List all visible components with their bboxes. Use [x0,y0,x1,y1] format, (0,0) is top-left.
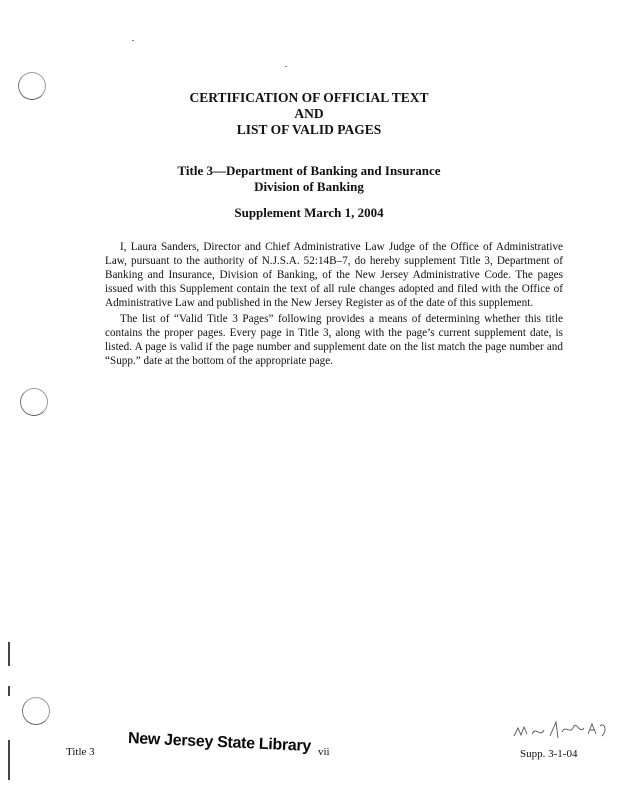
title-subheading [0,163,618,195]
certification-paragraph: I, Laura Sanders, Director and Chief Administrative Law Judge of the Office of Administrative Law, pursuant to the authority of N.J.S.A. 52:14B–7, do hereby supplement Title 3, Department of Banking and Insurance, Division of Banking, of the New Jersey Administrative Code. The pages issued with this Supplement contain the text of all rule changes adopted and filed with the Office of Administrative Law and published in the New Jersey Register as of the date of this supplement. [105,241,563,309]
library-stamp: New Jersey State Library [127,730,312,755]
subheading-line-2: Division of Banking [254,179,364,194]
footer-supplement-date: Supp. 3-1-04 [520,748,578,760]
scan-speck [285,66,287,67]
subheading-line-1: Title 3—Department of Banking and Insurance [177,163,441,178]
heading-line-2: AND [294,106,324,121]
punch-hole-bottom [22,697,50,725]
heading-line-3: LIST OF VALID PAGES [236,122,382,137]
footer-page-number: vii [318,746,330,758]
supplement-date-heading: Supplement March 1, 2004 [234,205,384,220]
footer-title: Title 3 [66,746,95,758]
document-heading [0,90,618,138]
edge-mark [8,642,10,666]
heading-line-1: CERTIFICATION OF OFFICIAL TEXT [189,90,429,105]
handwritten-annotation [510,716,612,742]
scan-speck [132,40,134,41]
valid-pages-paragraph: The list of “Valid Title 3 Pages” following provides a means of determining whether this title contains the proper pages. Every page in Title 3, along with the page’s current supplement date, is listed. A page is valid if the page number and supplement date on the list match the page number and “Supp.” date at the bottom of the appropriate page. [105,313,563,367]
edge-mark [8,740,10,780]
edge-mark [8,686,10,696]
punch-hole-middle [20,388,48,416]
